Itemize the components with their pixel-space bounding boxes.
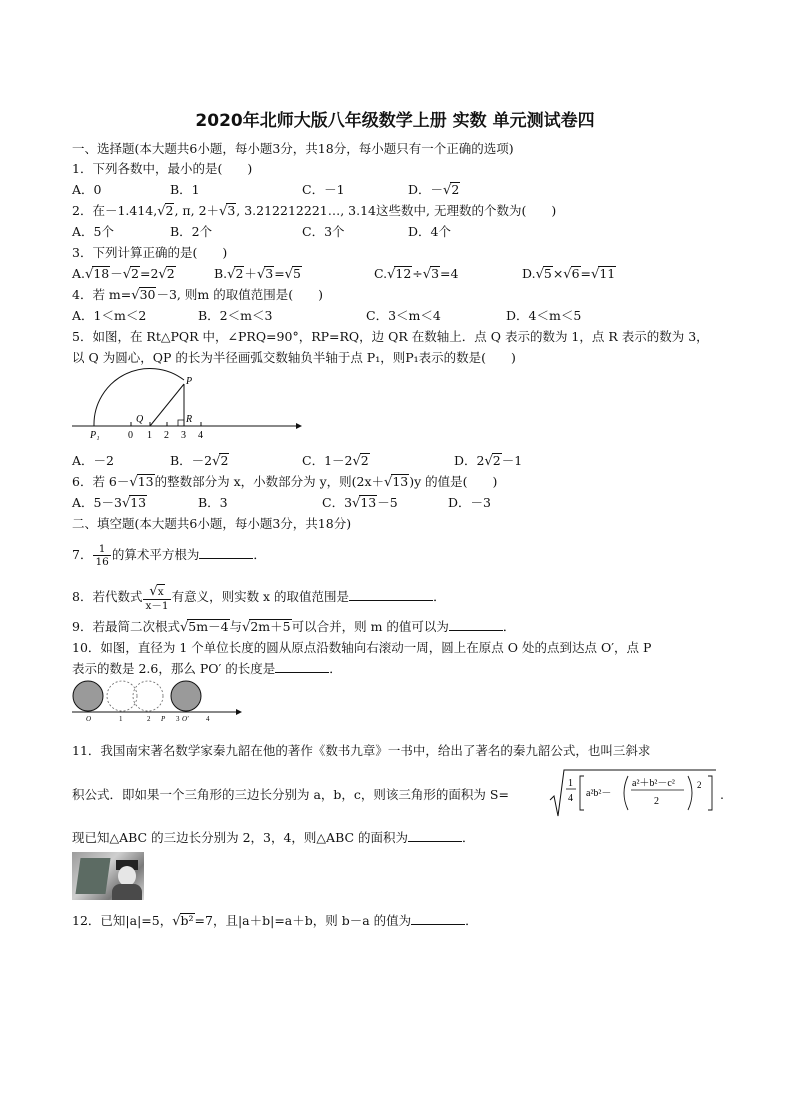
q6-option-a: A．5－3√13 [72, 495, 147, 511]
q7-answer-blank[interactable] [199, 546, 253, 559]
q4-option-d: D．4＜m＜5 [506, 308, 582, 323]
tick-0: 0 [128, 430, 133, 441]
label-p: P [186, 376, 193, 387]
q4-option-a: A．1＜m＜2 [72, 308, 147, 323]
q11-stem-line3: 现已知△ABC 的三边长分别为 2，3，4，则△ABC 的面积为 ． [72, 830, 475, 845]
q11-answer-blank[interactable] [408, 829, 462, 842]
q1-stem: 1．下列各数中，最小的是( ) [72, 161, 253, 176]
label-1: 1 [119, 715, 123, 723]
tick-4: 4 [198, 430, 203, 441]
q2-option-c: C．3个 [302, 224, 345, 239]
q10-stem-line1: 10．如图，直径为 1 个单位长度的圆从原点沿数轴向右滚动一周，圆上在原点 O 处的点到达点 O′，点 P [72, 640, 652, 655]
rolling-circle-2 [133, 681, 163, 711]
qin-jiushao-portrait-image [72, 852, 144, 900]
tick-1: 1 [147, 430, 152, 441]
q12-stem: 12．已知|a|=5，√b²=7，且|a＋b|=a＋b，则 b－a 的值为 ． [72, 913, 478, 929]
q5-option-a: A．－2 [72, 453, 114, 468]
label-4: 4 [206, 715, 210, 723]
right-angle-mark [178, 420, 184, 426]
q10-answer-blank[interactable] [275, 660, 329, 673]
q10-rolling-circle-figure [72, 680, 242, 722]
q11-stem-line1: 11．我国南宋著名数学家秦九韶在他的著作《数书九章》一书中，给出了著名的秦九韶公式，也叫三斜求 [72, 743, 651, 758]
q11-line2-end: . [720, 787, 724, 802]
section-fill-heading: 二、填空题(本大题共6小题，每小题3分，共18分) [72, 516, 352, 531]
q3-option-a: A.√18－√2=2√2 [72, 266, 175, 282]
section-choice-heading: 一、选择题(本大题共6小题，每小题3分，共18分，每小题只有一个正确的选项) [72, 141, 514, 156]
q5-stem-line1: 5．如图，在 Rt△PQR 中，∠PRQ=90°，RP=RQ，边 QR 在数轴上．点 Q 表示的数为 1，点 R 表示的数为 3， [72, 329, 709, 344]
q5-option-c: C．1－2√2 [302, 453, 369, 469]
q5-option-b: B．－2√2 [170, 453, 229, 469]
q1-option-a: A．0 [72, 182, 102, 197]
svg-text:a²＋b²－c²: a²＋b²－c² [632, 778, 675, 789]
qin-jiushao-formula [548, 766, 720, 820]
q4-option-b: B．2＜m＜3 [198, 308, 273, 323]
q6-stem: 6．若 6－√13的整数部分为 x，小数部分为 y，则(2x＋√13)y 的值是( ) [72, 474, 498, 490]
q5-option-d: D．2√2－1 [454, 453, 523, 469]
label-3: 3 [176, 715, 180, 723]
label-q: Q [136, 414, 144, 425]
svg-text:2: 2 [654, 796, 659, 807]
q5-number-line-figure [70, 372, 300, 442]
q3-option-c: C.√12÷√3=4 [374, 266, 459, 282]
q1-option-c: C．－1 [302, 182, 345, 197]
q3-option-b: B.√2＋√3=√5 [214, 266, 301, 282]
q6-option-d: D．－3 [448, 495, 491, 510]
q11-stem-line2: 积公式．即如果一个三角形的三边长分别为 a，b，c，则该三角形的面积为 S= [72, 787, 509, 802]
end-circle [171, 681, 201, 711]
q8-stem: 8．若代数式 $\frac{√x}{x-1}$ 有意义，则实数 x 的取值范围是 ． [72, 583, 446, 612]
start-circle [73, 681, 103, 711]
svg-text:1: 1 [568, 778, 573, 789]
right-bracket [708, 776, 712, 810]
q2-option-a: A．5个 [72, 224, 114, 239]
q9-answer-blank[interactable] [449, 618, 503, 631]
q10-stem-line2: 表示的数是 2.6，那么 PO′ 的长度是 ． [72, 661, 342, 676]
q1-option-d: D．－√2 [408, 182, 460, 198]
q5-stem-line2: 以 Q 为圆心，QP 的长为半径画弧交数轴负半轴于点 P₁，则P₁表示的数是( ) [72, 350, 516, 365]
q2-option-b: B．2个 [170, 224, 213, 239]
svg-text:4: 4 [568, 793, 573, 804]
right-paren [688, 776, 692, 810]
tick-2: 2 [164, 430, 169, 441]
label-p: P [161, 715, 166, 723]
axis-arrow [236, 709, 242, 715]
label-2: 2 [147, 715, 151, 723]
q2-option-d: D．4个 [408, 224, 451, 239]
q12-answer-blank[interactable] [411, 912, 465, 925]
label-r: R [186, 414, 193, 425]
svg-text:2: 2 [697, 780, 702, 790]
formula-radical [550, 770, 716, 816]
q4-option-c: C．3＜m＜4 [366, 308, 441, 323]
q8-answer-blank[interactable] [349, 588, 433, 601]
left-paren [624, 776, 628, 810]
q3-option-d: D.√5×√6=√11 [522, 266, 616, 282]
svg-text:a²b²－: a²b²－ [586, 788, 612, 799]
label-p1: P₁ [90, 430, 100, 441]
label-o-prime: O′ [182, 715, 189, 723]
q7-stem: 7． $\frac{1}{16}$ 的算术平方根为 ． [72, 543, 266, 568]
label-o: O [86, 715, 92, 723]
q3-stem: 3．下列计算正确的是( ) [72, 245, 228, 260]
left-bracket [580, 776, 584, 810]
q6-option-c: C．3√13－5 [322, 495, 398, 511]
axis-arrow [296, 423, 302, 429]
q6-option-b: B．3 [198, 495, 228, 510]
page-title: 2020年北师大版八年级数学上册 实数 单元测试卷四 [195, 111, 595, 131]
q1-option-b: B．1 [170, 182, 200, 197]
rolling-circle-1 [107, 681, 137, 711]
tick-3: 3 [181, 430, 186, 441]
q4-stem: 4．若 m=√30－3, 则m 的取值范围是( ) [72, 287, 323, 303]
q9-stem: 9．若最简二次根式√5m－4与√2m＋5可以合并，则 m 的值可以为 ． [72, 619, 516, 635]
q2-stem: 2．在－1.414,√2, π, 2＋√3, 3.212212221…, 3.14这些数中, 无理数的个数为( ) [72, 203, 557, 219]
